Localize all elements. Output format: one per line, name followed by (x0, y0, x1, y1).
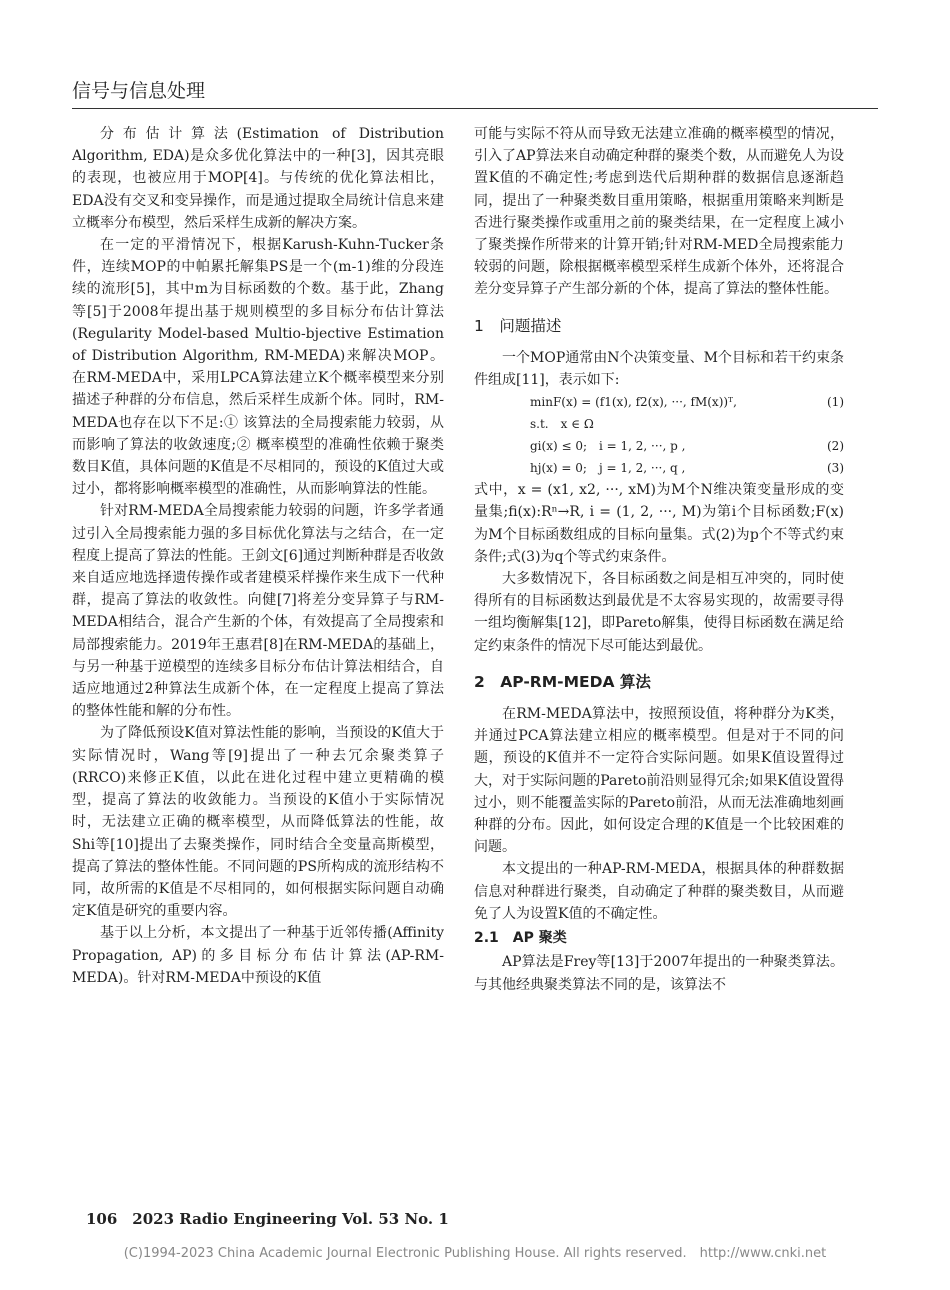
equation-1-number: (1) (827, 395, 844, 410)
paragraph: 针对RM-MEDA全局搜索能力较弱的问题，许多学者通过引入全局搜索能力强的多目标优化算法与之结合，在一定程度上提高了算法的性能。王剑文[6]通过判断种群是否收敛来自适应地选择遗传操作或者建模采样操作来生成下一代种群，提高了算法的收敛性。向健[7]将差分变异算子与RM-MEDA相结合，混合产生新的个体，有效提高了全局搜索和局部搜索能力。2019年王惠君[8]在RM-MEDA的基础上，与另一种基于逆模型的连续多目标分布估计算法相结合，自适应地通过2种算法生成新个体，在一定程度上提高了算法的整体性能和解的分布性。 (72, 503, 444, 720)
subject-to (474, 413, 844, 435)
equation-3-number: (3) (827, 461, 844, 476)
paragraph: 为了降低预设K值对算法性能的影响，当预设的K值大于实际情况时，Wang等[9]提出了一种去冗余聚类算子(RRCO)来修正K值，以此在进化过程中建立更精确的模型，提高了算法的收敛能力。当预设的K值小于实际情况时，无法建立正确的概率模型，从而降低算法的性能，故Shi等[10]提出了去聚类操作，同时结合全变量高斯模型，提高了算法的整体性能。不同问题的PS所构成的流形结构不同，故所需的K值是不尽相同的，如何根据实际问题自动确定K值是研究的重要内容。 (72, 725, 444, 920)
paragraph: 大多数情况下，各目标函数之间是相互冲突的，同时使得所有的目标函数达到最优是不太容易实现的，故需要寻得一组均衡解集[12]，即Pareto解集，使得目标函数在满足给定约束条件的情况下尽可能达到最优。 (474, 571, 844, 654)
page-footer: 106 2023 Radio Engineering Vol. 53 No. 1 (86, 1210, 449, 1228)
header-rule (72, 108, 878, 109)
paragraph: 本文提出的一种AP-RM-MEDA，根据具体的种群数据信息对种群进行聚类，自动确定了种群的聚类数目，从而避免了人为设置K值的不确定性。 (474, 861, 844, 922)
paragraph: AP算法是Frey等[13]于2007年提出的一种聚类算法。与其他经典聚类算法不同的是，该算法不 (474, 954, 844, 993)
paragraph: 在一定的平滑情况下，根据Karush-Kuhn-Tucker条件，连续MOP的中帕累托解集PS是一个(m-1)维的分段连续的流形[5]，其中m为目标函数的个数。基于此，Zhang等[5]于2008年提出基于规则模型的多目标分布估计算法(Regularity Model-based Multio-bjective Estimation of Distribution Algorithm, RM-MEDA)来解决MOP。在RM-MEDA中，采用LPCA算法建立K个概率模型来分别描述子种群的分布信息，然后采样生成新个体。同时，RM-MEDA也存在以下不足:① 该算法的全局搜索能力较弱，从而影响了算法的收敛速度;② 概率模型的准确性依赖于聚类数目K值，具体问题的K值是不尽相同的，预设的K值过大或过小，都将影响概率模型的准确性，从而影响算法的性能。 (72, 237, 444, 498)
equation-2-number: (2) (827, 439, 844, 454)
paragraph: 在RM-MEDA算法中，按照预设值，将种群分为K类，并通过PCA算法建立相应的概率模型。但是对于不同的问题，预设的K值并不一定符合实际问题。如果K值设置得过大，对于实际问题的Pareto前沿则显得冗余;如果K值设置得过小，则不能覆盖实际的Pareto前沿，从而无法准确地刻画种群的分布。因此，如何设定合理的K值是一个比较困难的问题。 (474, 706, 844, 856)
journal-header: 信号与信息处理 (72, 80, 206, 102)
equation-1-body: minF(x) = (f1(x), f2(x), ···, fM(x))ᵀ, (530, 395, 737, 410)
subject-to-text: s.t. x ∈ Ω (530, 417, 594, 432)
paragraph: 式中，x = (x1, x2, ···, xM)为M个N维决策变量形成的变量集;fi(x):Rⁿ→R, i = (1, 2, ···, M)为第i个目标函数;F(x)为M个目标函数组成的目标向量集。式(2)为p个不等式约束条件;式(3)为q个等式约束条件。 (474, 482, 844, 565)
equation-1 (474, 391, 844, 413)
copyright-notice: (C)1994-2023 China Academic Journal Electronic Publishing House. All rights reserved. http://www.cnki.net (123, 1246, 827, 1261)
left-column (72, 123, 444, 989)
equation-2 (474, 435, 844, 457)
equation-2-body: gi(x) ≤ 0; i = 1, 2, ···, p , (530, 439, 686, 454)
section-heading-1: 1 问题描述 (474, 316, 562, 335)
section-heading-2: 2 AP-RM-MEDA 算法 (474, 672, 651, 691)
paragraph: 分布估计算法(Estimation of Distribution Algorithm, EDA)是众多优化算法中的一种[3]，因其亮眼的表现，也被应用于MOP[4]。与传统的优化算法相比，EDA没有交叉和变异操作，而是通过提取全局统计信息来建立概率分布模型，然后采样生成新的解决方案。 (72, 126, 444, 231)
paragraph: 基于以上分析，本文提出了一种基于近邻传播(Affinity Propagation, AP)的多目标分布估计算法(AP-RM-MEDA)。针对RM-MEDA中预设的K值 (72, 925, 444, 986)
paragraph: 一个MOP通常由N个决策变量、M个目标和若干约束条件组成[11]，表示如下: (474, 349, 844, 389)
right-column (474, 123, 844, 996)
subsection-heading-2-1: 2.1 AP 聚类 (474, 930, 567, 947)
paragraph: 可能与实际不符从而导致无法建立准确的概率模型的情况，引入了AP算法来自动确定种群的聚类个数，从而避免人为设置K值的不确定性;考虑到迭代后期种群的数据信息逐渐趋同，提出了一种聚类数目重用策略，根据重用策略来判断是否进行聚类操作或重用之前的聚类结果，在一定程度上减小了聚类操作所带来的计算开销;针对RM-MED全局搜索能力较弱的问题，除根据概率模型采样生成新个体外，还将混合差分变异算子产生部分新的个体，提高了算法的整体性能。 (474, 126, 844, 298)
equation-3-body: hj(x) = 0; j = 1, 2, ···, q , (530, 461, 686, 476)
equation-3 (474, 457, 844, 479)
